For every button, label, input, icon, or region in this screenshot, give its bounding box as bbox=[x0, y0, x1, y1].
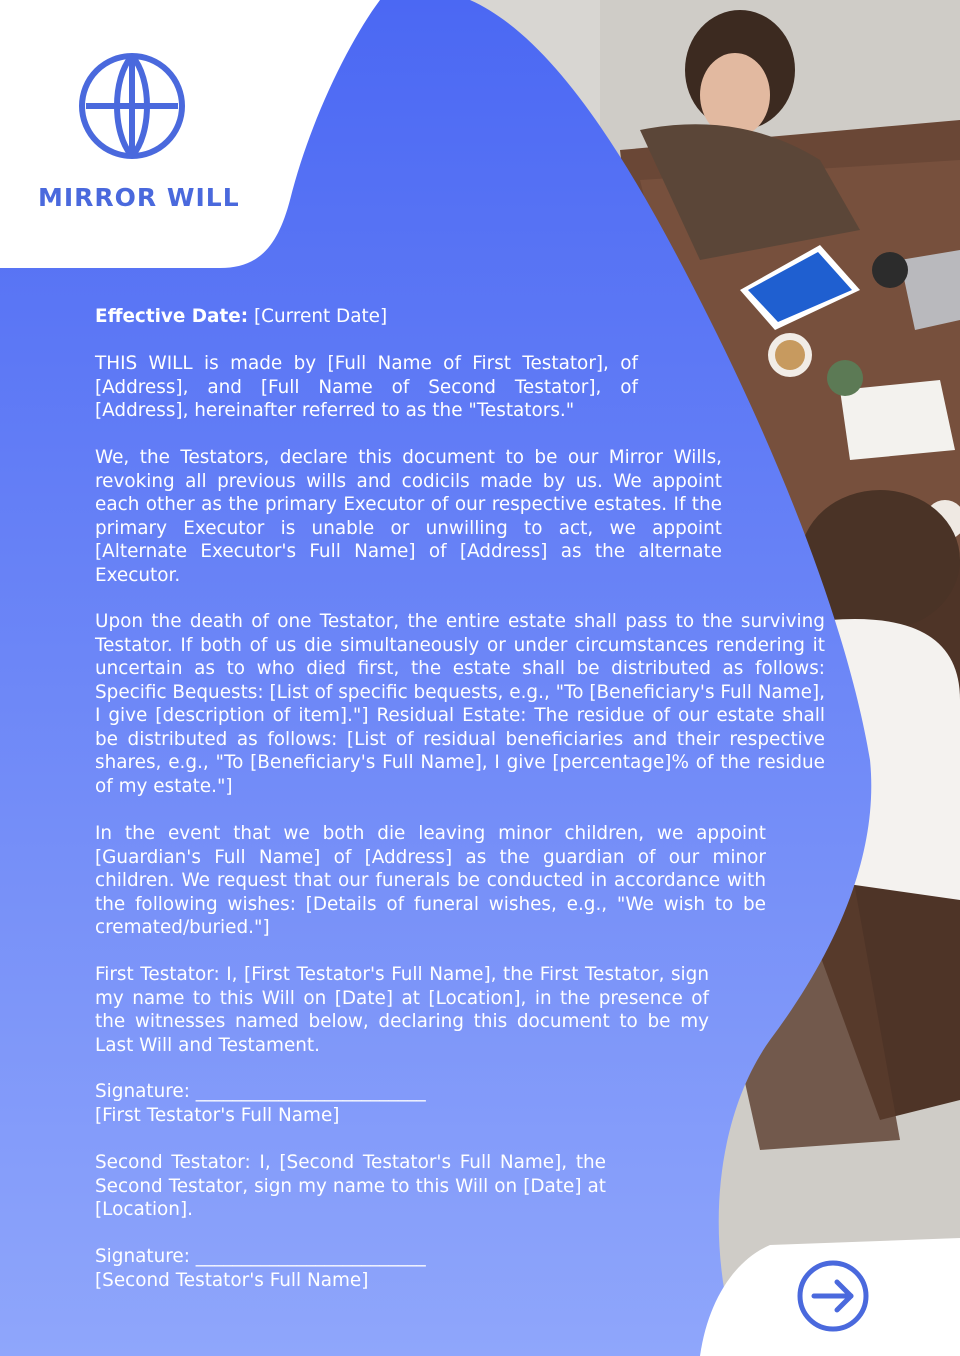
effective-date-value: [Current Date] bbox=[248, 306, 388, 327]
signature-name-second: [Second Testator's Full Name] bbox=[95, 1270, 369, 1291]
signature-name-first: [First Testator's Full Name] bbox=[95, 1105, 340, 1126]
signature-line-first: Signature: _________________________ bbox=[95, 1081, 426, 1102]
globe-icon bbox=[78, 52, 186, 160]
arrow-right-circle-icon[interactable] bbox=[796, 1259, 870, 1333]
paragraph-executors: We, the Testators, declare this document to be our Mirror Wills, revoking all previous wills and codicils made by us. We appoint each other as the primary Executor of our respective estates. If the primary Executor is unable or unwilling to act, we appoint [Alternate Executor's Full Name] of [Address] as the alternate Executor. bbox=[95, 447, 722, 586]
document-title: MIRROR WILL bbox=[38, 183, 240, 212]
paragraph-estate: Upon the death of one Testator, the entire estate shall pass to the surviving Testator. If both of us die simultaneously or under circumstances rendering it uncertain as to who died first, the estate shall be distributed as follows: Specific Bequests: [List of specific bequests, e.g., "To [Beneficiary's Full Name], I give [description of item]."] Residual Estate: The residue of our estate shall be distributed as follows: [List of residual beneficiaries and their respective shares, e.g., "To [Beneficiary's Full Name], I give [percentage]% of the residue of my estate."] bbox=[95, 611, 825, 797]
signature-line-second: Signature: _________________________ bbox=[95, 1246, 426, 1267]
effective-date bbox=[95, 305, 495, 329]
paragraph-parties: THIS WILL is made by [Full Name of First Testator], of [Address], and [Full Name of Second Testator], of [Address], hereinafter referred to as the "Testators." bbox=[95, 353, 638, 421]
effective-date-label: Effective Date: bbox=[95, 306, 249, 327]
paragraph-second-testator: Second Testator: I, [Second Testator's Full Name], the Second Testator, sign my name to this Will on [Date] at [Location]. bbox=[95, 1152, 606, 1220]
paragraph-first-testator: First Testator: I, [First Testator's Full Name], the First Testator, sign my name to this Will on [Date] at [Location], in the presence of the witnesses named below, declaring this document to be my Last Will and Testament. bbox=[95, 964, 709, 1056]
paragraph-guardian: In the event that we both die leaving minor children, we appoint [Guardian's Full Name] of [Address] as the guardian of our minor children. We request that our funerals be conducted in accordance with the following wishes: [Details of funeral wishes, e.g., "We wish to be cremated/buried."] bbox=[95, 823, 766, 938]
